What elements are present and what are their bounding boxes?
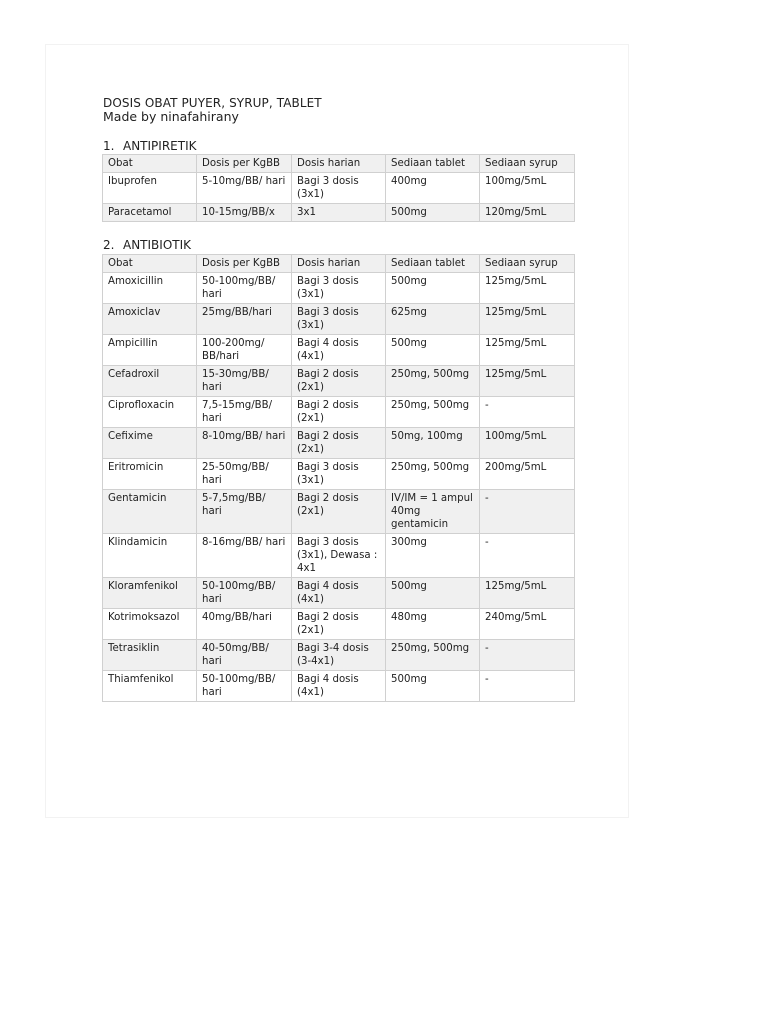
table-cell: IV/IM = 1 ampul 40mg gentamicin [386, 490, 480, 534]
table-cell: 50-100mg/BB/ hari [197, 578, 292, 609]
document-subtitle: Made by ninafahirany [103, 109, 239, 124]
column-header: Sediaan syrup [480, 255, 575, 273]
table-cell: - [480, 397, 575, 428]
table-cell: Cefadroxil [103, 366, 197, 397]
table-cell: 125mg/5mL [480, 366, 575, 397]
table-cell: Paracetamol [103, 204, 197, 222]
table-cell: 500mg [386, 273, 480, 304]
table-cell: 50-100mg/BB/ hari [197, 671, 292, 702]
table-row [103, 204, 575, 222]
column-header: Dosis harian [292, 255, 386, 273]
table-cell: Klindamicin [103, 534, 197, 578]
table-cell: Bagi 2 dosis (2x1) [292, 609, 386, 640]
section-heading-antibiotik [103, 238, 191, 252]
table-row [103, 397, 575, 428]
table-cell: Cefixime [103, 428, 197, 459]
table-row [103, 173, 575, 204]
table-cell: 15-30mg/BB/ hari [197, 366, 292, 397]
table-row [103, 609, 575, 640]
table-cell: 500mg [386, 578, 480, 609]
table-cell: 125mg/5mL [480, 304, 575, 335]
table-cell: 500mg [386, 204, 480, 222]
table-row [103, 490, 575, 534]
section-title: ANTIPIRETIK [123, 139, 197, 153]
table-cell: Eritromicin [103, 459, 197, 490]
document-title: DOSIS OBAT PUYER, SYRUP, TABLET [103, 96, 322, 110]
table-cell: Amoxiclav [103, 304, 197, 335]
table-cell: 100-200mg/ BB/hari [197, 335, 292, 366]
table-row [103, 534, 575, 578]
table-cell: Amoxicillin [103, 273, 197, 304]
column-header: Sediaan tablet [386, 155, 480, 173]
column-header: Sediaan tablet [386, 255, 480, 273]
table-cell: 125mg/5mL [480, 273, 575, 304]
table-cell: 500mg [386, 335, 480, 366]
table-cell: 250mg, 500mg [386, 459, 480, 490]
column-header: Dosis harian [292, 155, 386, 173]
table-cell: 250mg, 500mg [386, 366, 480, 397]
table-cell: Bagi 2 dosis (2x1) [292, 397, 386, 428]
table-header-row [103, 255, 575, 273]
table-cell: Bagi 2 dosis (2x1) [292, 428, 386, 459]
table-cell: 125mg/5mL [480, 335, 575, 366]
table-cell: 5-7,5mg/BB/ hari [197, 490, 292, 534]
table-cell: - [480, 671, 575, 702]
table-cell: 25mg/BB/hari [197, 304, 292, 335]
table-row [103, 273, 575, 304]
antibiotik-table [102, 254, 575, 702]
table-cell: 40mg/BB/hari [197, 609, 292, 640]
table-cell: Bagi 3-4 dosis (3-4x1) [292, 640, 386, 671]
table-cell: - [480, 640, 575, 671]
column-header: Obat [103, 155, 197, 173]
table-cell: 100mg/5mL [480, 173, 575, 204]
table-cell: Bagi 4 dosis (4x1) [292, 578, 386, 609]
column-header: Obat [103, 255, 197, 273]
table-cell: Kloramfenikol [103, 578, 197, 609]
table-row [103, 578, 575, 609]
table-header-row [103, 155, 575, 173]
table-cell: Bagi 3 dosis (3x1) [292, 304, 386, 335]
table-row [103, 640, 575, 671]
column-header: Dosis per KgBB [197, 155, 292, 173]
antipiretik-table [102, 154, 575, 222]
table-row [103, 428, 575, 459]
table-cell: 40-50mg/BB/ hari [197, 640, 292, 671]
table-cell: 3x1 [292, 204, 386, 222]
table-cell: Bagi 3 dosis (3x1), Dewasa : 4x1 [292, 534, 386, 578]
table-cell: Gentamicin [103, 490, 197, 534]
column-header: Sediaan syrup [480, 155, 575, 173]
table-cell: 5-10mg/BB/ hari [197, 173, 292, 204]
table-cell: Ibuprofen [103, 173, 197, 204]
table-cell: 250mg, 500mg [386, 640, 480, 671]
table-cell: Bagi 2 dosis (2x1) [292, 366, 386, 397]
table-cell: Bagi 2 dosis (2x1) [292, 490, 386, 534]
table-row [103, 671, 575, 702]
section-title: ANTIBIOTIK [123, 238, 192, 252]
document-header [103, 96, 322, 124]
table-row [103, 335, 575, 366]
table-cell: 10-15mg/BB/x [197, 204, 292, 222]
table-cell: Bagi 4 dosis (4x1) [292, 335, 386, 366]
table-cell: Tetrasiklin [103, 640, 197, 671]
table-row [103, 304, 575, 335]
table-cell: 8-16mg/BB/ hari [197, 534, 292, 578]
table-cell: Bagi 3 dosis (3x1) [292, 459, 386, 490]
table-cell: Bagi 3 dosis (3x1) [292, 173, 386, 204]
table-cell: 480mg [386, 609, 480, 640]
section-number: 1. [103, 139, 115, 153]
table-cell: 250mg, 500mg [386, 397, 480, 428]
column-header: Dosis per KgBB [197, 255, 292, 273]
table-cell: Ampicillin [103, 335, 197, 366]
table-cell: 25-50mg/BB/ hari [197, 459, 292, 490]
table-cell: 50-100mg/BB/ hari [197, 273, 292, 304]
table-cell: 625mg [386, 304, 480, 335]
table-cell: 400mg [386, 173, 480, 204]
table-cell: 240mg/5mL [480, 609, 575, 640]
table-cell: 500mg [386, 671, 480, 702]
table-cell: Kotrimoksazol [103, 609, 197, 640]
table-cell: - [480, 490, 575, 534]
table-cell: Thiamfenikol [103, 671, 197, 702]
section-heading-antipiretik [103, 139, 197, 153]
table-cell: 100mg/5mL [480, 428, 575, 459]
table-cell: 125mg/5mL [480, 578, 575, 609]
table-cell: 300mg [386, 534, 480, 578]
table-cell: 8-10mg/BB/ hari [197, 428, 292, 459]
table-cell: 120mg/5mL [480, 204, 575, 222]
table-cell: - [480, 534, 575, 578]
table-cell: 200mg/5mL [480, 459, 575, 490]
table-cell: Bagi 4 dosis (4x1) [292, 671, 386, 702]
table-cell: 7,5-15mg/BB/ hari [197, 397, 292, 428]
table-cell: 50mg, 100mg [386, 428, 480, 459]
section-number: 2. [103, 238, 115, 252]
table-cell: Ciprofloxacin [103, 397, 197, 428]
table-row [103, 459, 575, 490]
table-row [103, 366, 575, 397]
table-cell: Bagi 3 dosis (3x1) [292, 273, 386, 304]
